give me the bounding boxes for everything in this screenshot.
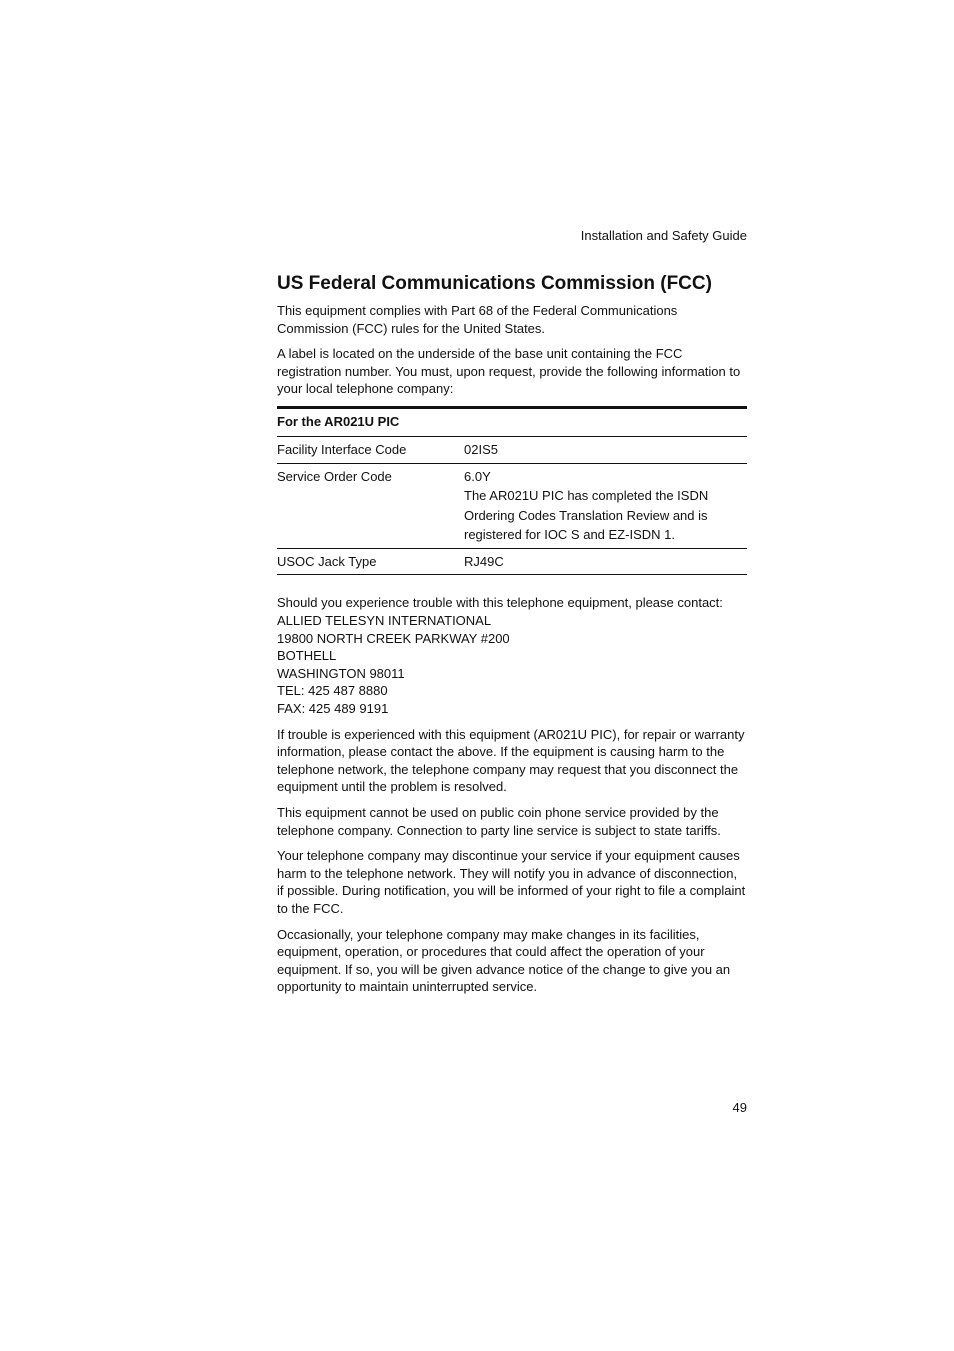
fax-line: FAX: 425 489 9191 [277,701,389,717]
value-line: The AR021U PIC has completed the ISDN [464,488,709,504]
row-label: Facility Interface Code [277,437,464,464]
address-line: 19800 NORTH CREEK PARKWAY #200 [277,630,510,646]
row-label: USOC Jack Type [277,548,464,575]
running-header: Installation and Safety Guide [580,228,747,243]
paragraph-trouble: If trouble is experienced with this equipment (AR021U PIC), for repair or warranty information, please contact the above. If the equipment is causing harm to the telephone network, the telephone company may request that you disconnect the equipment until the problem is resolved. [277,726,745,795]
value-line: 6.0Y [464,468,491,484]
paragraph-coin: This equipment cannot be used on public coin phone service provided by the telephone company. Connection to party line service is subject to state tariffs. [277,805,721,838]
page-number: 49 [732,1100,747,1115]
table-row [277,463,747,548]
fcc-spec-table [277,406,747,576]
value-line: RJ49C [464,553,504,569]
table-heading: For the AR021U PIC [277,407,747,437]
table-row [277,437,747,464]
value-line: registered for IOC S and EZ-ISDN 1. [464,527,675,543]
contact-block [277,594,747,717]
section-body [277,302,747,1004]
contact-intro: Should you experience trouble with this telephone equipment, please contact: [277,595,723,611]
row-value [464,548,747,575]
value-line: 02IS5 [464,442,498,458]
address-line: ALLIED TELESYN INTERNATIONAL [277,613,492,629]
row-label: Service Order Code [277,463,464,548]
value-line: Ordering Codes Translation Review and is [464,507,708,523]
paragraph-discontinue: Your telephone company may discontinue your service if your equipment causes harm to the telephone network. They will notify you in advance of disconnection, if possible. During notification, you will be informed of your right to file a complaint to the FCC. [277,848,746,916]
table-header-row [277,407,747,437]
address-line: BOTHELL [277,648,337,664]
section-title: US Federal Communications Commission (FCC) [277,273,712,294]
row-value [464,437,747,464]
phone-line: TEL: 425 487 8880 [277,683,388,699]
address-line: WASHINGTON 98011 [277,665,405,681]
row-value [464,463,747,548]
table-row [277,548,747,575]
paragraph-changes: Occasionally, your telephone company may make changes in its facilities, equipment, operation, or procedures that could affect the operation of your equipment. If so, you will be given advance notice of the change to give you an opportunity to maintain uninterrupted service. [277,926,731,995]
paragraph-label: A label is located on the underside of the base unit containing the FCC registration number. You must, upon request, provide the following information to your local telephone company: [277,346,741,397]
paragraph-intro: This equipment complies with Part 68 of the Federal Communications Commission (FCC) rules for the United States. [277,303,678,336]
